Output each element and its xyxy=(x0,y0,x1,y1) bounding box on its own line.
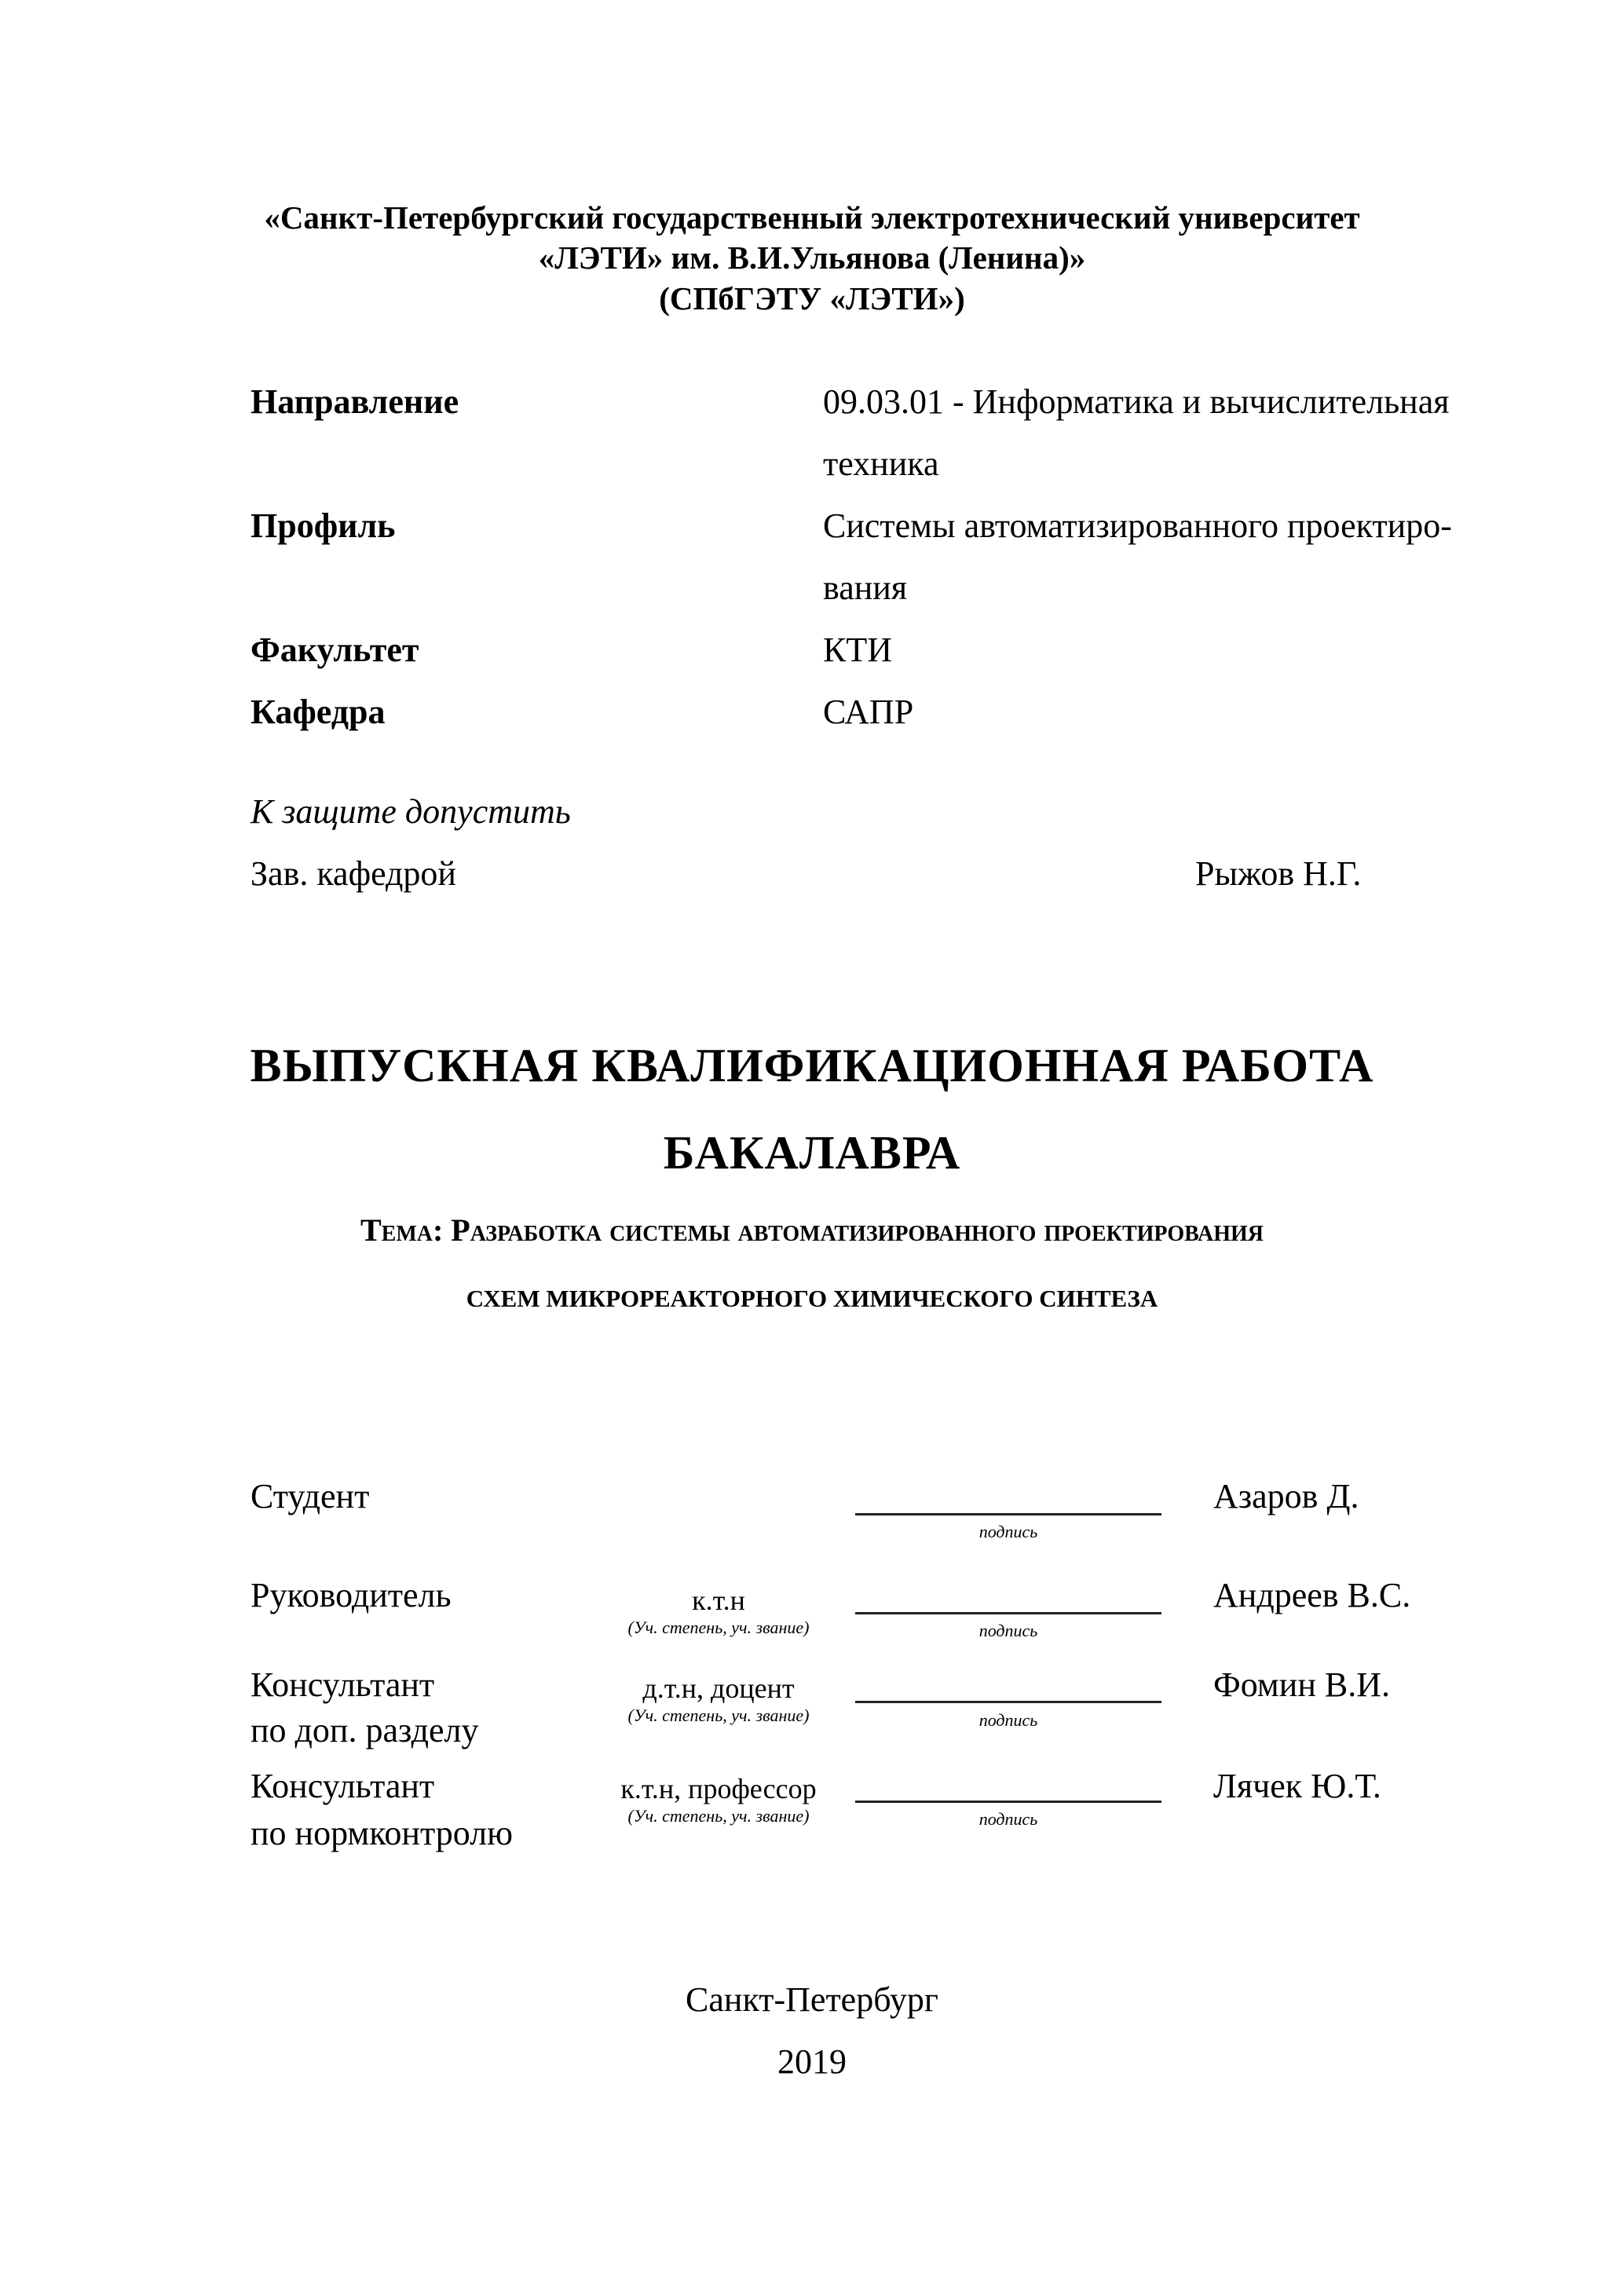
degree-caption: (Уч. степень, уч. звание) xyxy=(627,1706,810,1725)
profile-label: Профиль xyxy=(251,506,396,545)
role-supervisor: Руководитель xyxy=(251,1576,452,1614)
signature-line xyxy=(855,1612,1161,1614)
supervisor-name: Андреев В.С. xyxy=(1213,1576,1411,1614)
signature-caption: подпись xyxy=(978,1621,1038,1640)
profile-value: Системы автоматизированного проектиро- xyxy=(823,506,1452,545)
role-consultant-section-cont: по доп. разделу xyxy=(251,1711,479,1749)
university-name-line1: «Санкт-Петербургский государственный электротехнический университет xyxy=(264,199,1360,236)
consultant-norm-name: Лячек Ю.Т. xyxy=(1213,1767,1381,1805)
university-abbr: (СПбГЭТУ «ЛЭТИ») xyxy=(659,280,965,316)
degree-caption: (Уч. степень, уч. звание) xyxy=(627,1806,810,1826)
direction-value: 09.03.01 - Информатика и вычислительная xyxy=(823,382,1450,421)
signature-caption: подпись xyxy=(978,1710,1038,1730)
supervisor-degree: к.т.н xyxy=(692,1585,745,1616)
city: Санкт-Петербург xyxy=(686,1980,938,2019)
department-value: САПР xyxy=(823,693,914,731)
role-consultant-norm: Консультант xyxy=(251,1767,435,1805)
student-name: Азаров Д. xyxy=(1213,1477,1359,1515)
consultant-section-name: Фомин В.И. xyxy=(1213,1665,1390,1704)
signature-line xyxy=(855,1513,1161,1515)
approval-note: К защите допустить xyxy=(251,792,571,831)
consultant-norm-degree: к.т.н, профессор xyxy=(620,1773,817,1804)
signature-line xyxy=(855,1701,1161,1703)
document-title: ВЫПУСКНАЯ КВАЛИФИКАЦИОННАЯ РАБОТА xyxy=(250,1040,1374,1091)
direction-label: Направление xyxy=(251,382,459,421)
year: 2019 xyxy=(777,2042,847,2081)
approval-name: Рыжов Н.Г. xyxy=(1195,854,1362,893)
profile-value-cont: вания xyxy=(823,569,908,607)
theme-line2: СХЕМ МИКРОРЕАКТОРНОГО ХИМИЧЕСКОГО СИНТЕЗА xyxy=(466,1285,1158,1312)
department-label: Кафедра xyxy=(251,693,386,731)
approval-role: Зав. кафедрой xyxy=(251,854,456,893)
faculty-label: Факультет xyxy=(251,631,419,669)
signature-caption: подпись xyxy=(978,1522,1038,1541)
degree-caption: (Уч. степень, уч. звание) xyxy=(627,1618,810,1637)
role-consultant-norm-cont: по нормконтролю xyxy=(251,1814,513,1852)
signature-caption: подпись xyxy=(978,1809,1038,1829)
direction-value-cont: техника xyxy=(823,444,939,483)
role-consultant-section: Консультант xyxy=(251,1665,435,1704)
consultant-section-degree: д.т.н, доцент xyxy=(642,1673,795,1704)
faculty-value: КТИ xyxy=(823,631,892,669)
role-student: Студент xyxy=(251,1477,370,1515)
theme-line1: Тема: Разработка системы автоматизированного проектирования xyxy=(360,1212,1264,1248)
university-name-line2: «ЛЭТИ» им. В.И.Ульянова (Ленина)» xyxy=(538,239,1086,276)
document-title-cont: БАКАЛАВРА xyxy=(663,1127,961,1179)
signature-line xyxy=(855,1801,1161,1803)
